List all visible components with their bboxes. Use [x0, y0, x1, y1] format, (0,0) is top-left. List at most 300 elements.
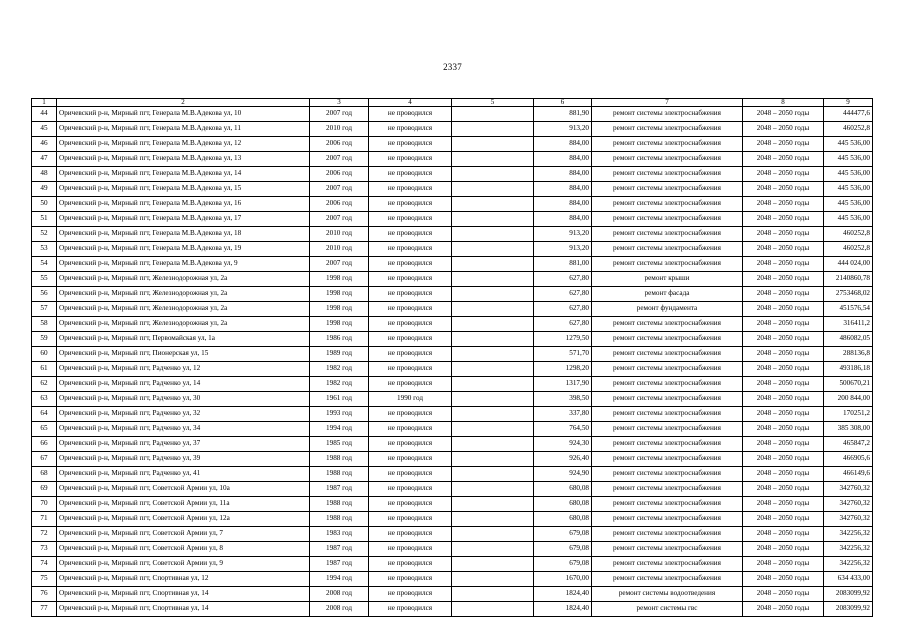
area-cell: 1670,00	[534, 572, 592, 587]
table-row	[32, 392, 873, 407]
area-cell: 913,20	[534, 242, 592, 257]
address-cell: Оричевский р-н, Мирный пгт, Советской Армии ул, 8	[57, 542, 310, 557]
last-overhaul-cell: не проводился	[369, 167, 452, 182]
work-type-cell: ремонт системы электроснабжения	[592, 392, 743, 407]
address-cell: Оричевский р-н, Мирный пгт, Советской Армии ул, 11а	[57, 497, 310, 512]
repair-registry-table	[31, 98, 873, 617]
row-number-cell: 54	[32, 257, 57, 272]
empty-cell	[452, 497, 534, 512]
last-overhaul-cell: не проводился	[369, 122, 452, 137]
address-cell: Оричевский р-н, Мирный пгт, Советской Армии ул, 10а	[57, 482, 310, 497]
row-number-cell: 73	[32, 542, 57, 557]
table-row	[32, 152, 873, 167]
commissioning-year-cell: 2007 год	[310, 152, 369, 167]
area-cell: 679,08	[534, 557, 592, 572]
commissioning-year-cell: 2007 год	[310, 182, 369, 197]
column-header: 6	[534, 99, 592, 107]
cost-cell: 466149,6	[824, 467, 873, 482]
period-cell: 2048 – 2050 годы	[743, 212, 824, 227]
area-cell: 881,90	[534, 107, 592, 122]
commissioning-year-cell: 1961 год	[310, 392, 369, 407]
work-type-cell: ремонт системы электроснабжения	[592, 467, 743, 482]
cost-cell: 465847,2	[824, 437, 873, 452]
table-row	[32, 452, 873, 467]
commissioning-year-cell: 1982 год	[310, 377, 369, 392]
column-header: 4	[369, 99, 452, 107]
last-overhaul-cell: не проводился	[369, 437, 452, 452]
area-cell: 884,00	[534, 137, 592, 152]
address-cell: Оричевский р-н, Мирный пгт, Генерала М.В.Адекова ул, 9	[57, 257, 310, 272]
period-cell: 2048 – 2050 годы	[743, 602, 824, 617]
address-cell: Оричевский р-н, Мирный пгт, Радченко ул, 14	[57, 377, 310, 392]
empty-cell	[452, 572, 534, 587]
row-number-cell: 72	[32, 527, 57, 542]
work-type-cell: ремонт системы электроснабжения	[592, 527, 743, 542]
last-overhaul-cell: 1990 год	[369, 392, 452, 407]
address-cell: Оричевский р-н, Мирный пгт, Спортивная ул, 14	[57, 587, 310, 602]
empty-cell	[452, 422, 534, 437]
empty-cell	[452, 272, 534, 287]
cost-cell: 2753468,02	[824, 287, 873, 302]
work-type-cell: ремонт системы электроснабжения	[592, 497, 743, 512]
work-type-cell: ремонт фундамента	[592, 302, 743, 317]
cost-cell: 342760,32	[824, 482, 873, 497]
cost-cell: 486082,05	[824, 332, 873, 347]
period-cell: 2048 – 2050 годы	[743, 122, 824, 137]
period-cell: 2048 – 2050 годы	[743, 527, 824, 542]
cost-cell: 342256,32	[824, 557, 873, 572]
period-cell: 2048 – 2050 годы	[743, 392, 824, 407]
area-cell: 926,40	[534, 452, 592, 467]
last-overhaul-cell: не проводился	[369, 362, 452, 377]
period-cell: 2048 – 2050 годы	[743, 137, 824, 152]
last-overhaul-cell: не проводился	[369, 317, 452, 332]
commissioning-year-cell: 1998 год	[310, 272, 369, 287]
work-type-cell: ремонт системы гвс	[592, 602, 743, 617]
area-cell: 884,00	[534, 212, 592, 227]
last-overhaul-cell: не проводился	[369, 347, 452, 362]
cost-cell: 445 536,00	[824, 182, 873, 197]
row-number-cell: 70	[32, 497, 57, 512]
area-cell: 881,00	[534, 257, 592, 272]
table-row	[32, 347, 873, 362]
empty-cell	[452, 587, 534, 602]
period-cell: 2048 – 2050 годы	[743, 557, 824, 572]
commissioning-year-cell: 1998 год	[310, 287, 369, 302]
period-cell: 2048 – 2050 годы	[743, 332, 824, 347]
table-row	[32, 242, 873, 257]
commissioning-year-cell: 2007 год	[310, 212, 369, 227]
table-row	[32, 362, 873, 377]
commissioning-year-cell: 1998 год	[310, 302, 369, 317]
work-type-cell: ремонт системы электроснабжения	[592, 437, 743, 452]
empty-cell	[452, 557, 534, 572]
empty-cell	[452, 467, 534, 482]
table-row	[32, 332, 873, 347]
commissioning-year-cell: 2008 год	[310, 587, 369, 602]
commissioning-year-cell: 1989 год	[310, 347, 369, 362]
period-cell: 2048 – 2050 годы	[743, 542, 824, 557]
empty-cell	[452, 542, 534, 557]
empty-cell	[452, 227, 534, 242]
period-cell: 2048 – 2050 годы	[743, 572, 824, 587]
address-cell: Оричевский р-н, Мирный пгт, Радченко ул, 41	[57, 467, 310, 482]
address-cell: Оричевский р-н, Мирный пгт, Генерала М.В.Адекова ул, 18	[57, 227, 310, 242]
cost-cell: 444477,6	[824, 107, 873, 122]
last-overhaul-cell: не проводился	[369, 512, 452, 527]
period-cell: 2048 – 2050 годы	[743, 422, 824, 437]
commissioning-year-cell: 1987 год	[310, 482, 369, 497]
commissioning-year-cell: 1986 год	[310, 332, 369, 347]
area-cell: 1298,20	[534, 362, 592, 377]
row-number-cell: 47	[32, 152, 57, 167]
address-cell: Оричевский р-н, Мирный пгт, Железнодорожная ул, 2а	[57, 317, 310, 332]
cost-cell: 445 536,00	[824, 212, 873, 227]
cost-cell: 444 024,00	[824, 257, 873, 272]
row-number-cell: 55	[32, 272, 57, 287]
cost-cell: 460252,8	[824, 122, 873, 137]
empty-cell	[452, 107, 534, 122]
address-cell: Оричевский р-н, Мирный пгт, Генерала М.В.Адекова ул, 12	[57, 137, 310, 152]
work-type-cell: ремонт системы электроснабжения	[592, 362, 743, 377]
period-cell: 2048 – 2050 годы	[743, 362, 824, 377]
column-header: 5	[452, 99, 534, 107]
column-header: 1	[32, 99, 57, 107]
row-number-cell: 48	[32, 167, 57, 182]
empty-cell	[452, 197, 534, 212]
empty-cell	[452, 152, 534, 167]
cost-cell: 500670,21	[824, 377, 873, 392]
commissioning-year-cell: 2006 год	[310, 137, 369, 152]
commissioning-year-cell: 1988 год	[310, 452, 369, 467]
row-number-cell: 51	[32, 212, 57, 227]
area-cell: 680,08	[534, 482, 592, 497]
period-cell: 2048 – 2050 годы	[743, 182, 824, 197]
row-number-cell: 62	[32, 377, 57, 392]
commissioning-year-cell: 2008 год	[310, 602, 369, 617]
row-number-cell: 60	[32, 347, 57, 362]
period-cell: 2048 – 2050 годы	[743, 287, 824, 302]
cost-cell: 2083099,92	[824, 587, 873, 602]
cost-cell: 460252,8	[824, 242, 873, 257]
address-cell: Оричевский р-н, Мирный пгт, Генерала М.В.Адекова ул, 11	[57, 122, 310, 137]
empty-cell	[452, 167, 534, 182]
cost-cell: 342760,32	[824, 497, 873, 512]
table-body	[32, 107, 873, 617]
empty-cell	[452, 392, 534, 407]
address-cell: Оричевский р-н, Мирный пгт, Радченко ул, 12	[57, 362, 310, 377]
cost-cell: 385 308,00	[824, 422, 873, 437]
last-overhaul-cell: не проводился	[369, 197, 452, 212]
empty-cell	[452, 527, 534, 542]
table-row	[32, 497, 873, 512]
area-cell: 1279,50	[534, 332, 592, 347]
period-cell: 2048 – 2050 годы	[743, 587, 824, 602]
period-cell: 2048 – 2050 годы	[743, 377, 824, 392]
period-cell: 2048 – 2050 годы	[743, 317, 824, 332]
address-cell: Оричевский р-н, Мирный пгт, Радченко ул, 32	[57, 407, 310, 422]
commissioning-year-cell: 1988 год	[310, 467, 369, 482]
address-cell: Оричевский р-н, Мирный пгт, Радченко ул, 30	[57, 392, 310, 407]
table-row	[32, 377, 873, 392]
empty-cell	[452, 347, 534, 362]
column-header: 9	[824, 99, 873, 107]
table-row	[32, 407, 873, 422]
commissioning-year-cell: 1988 год	[310, 512, 369, 527]
area-cell: 680,08	[534, 497, 592, 512]
area-cell: 627,80	[534, 302, 592, 317]
column-header: 8	[743, 99, 824, 107]
empty-cell	[452, 122, 534, 137]
period-cell: 2048 – 2050 годы	[743, 242, 824, 257]
cost-cell: 316411,2	[824, 317, 873, 332]
row-number-cell: 45	[32, 122, 57, 137]
area-cell: 884,00	[534, 182, 592, 197]
address-cell: Оричевский р-н, Мирный пгт, Генерала М.В.Адекова ул, 14	[57, 167, 310, 182]
commissioning-year-cell: 1983 год	[310, 527, 369, 542]
row-number-cell: 69	[32, 482, 57, 497]
work-type-cell: ремонт системы электроснабжения	[592, 122, 743, 137]
address-cell: Оричевский р-н, Мирный пгт, Радченко ул, 39	[57, 452, 310, 467]
table-row	[32, 167, 873, 182]
period-cell: 2048 – 2050 годы	[743, 482, 824, 497]
empty-cell	[452, 137, 534, 152]
table-row	[32, 257, 873, 272]
row-number-cell: 65	[32, 422, 57, 437]
area-cell: 924,30	[534, 437, 592, 452]
area-cell: 337,80	[534, 407, 592, 422]
period-cell: 2048 – 2050 годы	[743, 512, 824, 527]
last-overhaul-cell: не проводился	[369, 377, 452, 392]
empty-cell	[452, 182, 534, 197]
cost-cell: 342256,32	[824, 527, 873, 542]
cost-cell: 342256,32	[824, 542, 873, 557]
cost-cell: 342760,32	[824, 512, 873, 527]
address-cell: Оричевский р-н, Мирный пгт, Железнодорожная ул, 2а	[57, 302, 310, 317]
area-cell: 679,08	[534, 542, 592, 557]
area-cell: 884,00	[534, 152, 592, 167]
last-overhaul-cell: не проводился	[369, 527, 452, 542]
row-number-cell: 58	[32, 317, 57, 332]
address-cell: Оричевский р-н, Мирный пгт, Генерала М.В.Адекова ул, 16	[57, 197, 310, 212]
period-cell: 2048 – 2050 годы	[743, 497, 824, 512]
page-number: 2337	[443, 62, 462, 72]
last-overhaul-cell: не проводился	[369, 482, 452, 497]
last-overhaul-cell: не проводился	[369, 332, 452, 347]
row-number-cell: 77	[32, 602, 57, 617]
area-cell: 571,70	[534, 347, 592, 362]
row-number-cell: 49	[32, 182, 57, 197]
row-number-cell: 68	[32, 467, 57, 482]
empty-cell	[452, 512, 534, 527]
empty-cell	[452, 212, 534, 227]
cost-cell: 460252,8	[824, 227, 873, 242]
row-number-cell: 61	[32, 362, 57, 377]
last-overhaul-cell: не проводился	[369, 467, 452, 482]
empty-cell	[452, 377, 534, 392]
period-cell: 2048 – 2050 годы	[743, 437, 824, 452]
table-row	[32, 482, 873, 497]
area-cell: 924,90	[534, 467, 592, 482]
last-overhaul-cell: не проводился	[369, 257, 452, 272]
cost-cell: 493186,18	[824, 362, 873, 377]
period-cell: 2048 – 2050 годы	[743, 167, 824, 182]
work-type-cell: ремонт системы электроснабжения	[592, 572, 743, 587]
empty-cell	[452, 287, 534, 302]
table-row	[32, 137, 873, 152]
address-cell: Оричевский р-н, Мирный пгт, Генерала М.В.Адекова ул, 10	[57, 107, 310, 122]
row-number-cell: 76	[32, 587, 57, 602]
last-overhaul-cell: не проводился	[369, 302, 452, 317]
work-type-cell: ремонт системы электроснабжения	[592, 152, 743, 167]
work-type-cell: ремонт крыши	[592, 272, 743, 287]
cost-cell: 445 536,00	[824, 152, 873, 167]
last-overhaul-cell: не проводился	[369, 152, 452, 167]
work-type-cell: ремонт фасада	[592, 287, 743, 302]
commissioning-year-cell: 2010 год	[310, 227, 369, 242]
work-type-cell: ремонт системы электроснабжения	[592, 197, 743, 212]
empty-cell	[452, 482, 534, 497]
cost-cell: 2140860,78	[824, 272, 873, 287]
row-number-cell: 67	[32, 452, 57, 467]
period-cell: 2048 – 2050 годы	[743, 257, 824, 272]
column-header: 7	[592, 99, 743, 107]
empty-cell	[452, 302, 534, 317]
row-number-cell: 44	[32, 107, 57, 122]
commissioning-year-cell: 1985 год	[310, 437, 369, 452]
work-type-cell: ремонт системы электроснабжения	[592, 182, 743, 197]
address-cell: Оричевский р-н, Мирный пгт, Генерала М.В.Адекова ул, 15	[57, 182, 310, 197]
period-cell: 2048 – 2050 годы	[743, 467, 824, 482]
address-cell: Оричевский р-н, Мирный пгт, Первомайская ул, 1а	[57, 332, 310, 347]
cost-cell: 288136,8	[824, 347, 873, 362]
last-overhaul-cell: не проводился	[369, 242, 452, 257]
table-row	[32, 227, 873, 242]
row-number-cell: 63	[32, 392, 57, 407]
work-type-cell: ремонт системы электроснабжения	[592, 452, 743, 467]
last-overhaul-cell: не проводился	[369, 287, 452, 302]
cost-cell: 466905,6	[824, 452, 873, 467]
area-cell: 627,80	[534, 317, 592, 332]
table-row	[32, 587, 873, 602]
row-number-cell: 56	[32, 287, 57, 302]
address-cell: Оричевский р-н, Мирный пгт, Пионерская ул, 15	[57, 347, 310, 362]
work-type-cell: ремонт системы электроснабжения	[592, 227, 743, 242]
empty-cell	[452, 332, 534, 347]
period-cell: 2048 – 2050 годы	[743, 227, 824, 242]
table-row	[32, 212, 873, 227]
work-type-cell: ремонт системы электроснабжения	[592, 137, 743, 152]
cost-cell: 170251,2	[824, 407, 873, 422]
last-overhaul-cell: не проводился	[369, 497, 452, 512]
empty-cell	[452, 362, 534, 377]
work-type-cell: ремонт системы электроснабжения	[592, 377, 743, 392]
row-number-cell: 64	[32, 407, 57, 422]
row-number-cell: 50	[32, 197, 57, 212]
commissioning-year-cell: 1998 год	[310, 317, 369, 332]
commissioning-year-cell: 1988 год	[310, 497, 369, 512]
last-overhaul-cell: не проводился	[369, 182, 452, 197]
table-row	[32, 197, 873, 212]
row-number-cell: 66	[32, 437, 57, 452]
work-type-cell: ремонт системы электроснабжения	[592, 332, 743, 347]
row-number-cell: 75	[32, 572, 57, 587]
commissioning-year-cell: 2007 год	[310, 257, 369, 272]
period-cell: 2048 – 2050 годы	[743, 107, 824, 122]
work-type-cell: ремонт системы электроснабжения	[592, 482, 743, 497]
commissioning-year-cell: 1993 год	[310, 407, 369, 422]
address-cell: Оричевский р-н, Мирный пгт, Радченко ул, 34	[57, 422, 310, 437]
row-number-cell: 52	[32, 227, 57, 242]
period-cell: 2048 – 2050 годы	[743, 452, 824, 467]
row-number-cell: 59	[32, 332, 57, 347]
last-overhaul-cell: не проводился	[369, 557, 452, 572]
column-header: 3	[310, 99, 369, 107]
area-cell: 398,50	[534, 392, 592, 407]
address-cell: Оричевский р-н, Мирный пгт, Советской Армии ул, 9	[57, 557, 310, 572]
cost-cell: 2083099,92	[824, 602, 873, 617]
table-row	[32, 437, 873, 452]
cost-cell: 451576,54	[824, 302, 873, 317]
empty-cell	[452, 317, 534, 332]
work-type-cell: ремонт системы электроснабжения	[592, 557, 743, 572]
period-cell: 2048 – 2050 годы	[743, 197, 824, 212]
address-cell: Оричевский р-н, Мирный пгт, Спортивная ул, 12	[57, 572, 310, 587]
table-row	[32, 317, 873, 332]
last-overhaul-cell: не проводился	[369, 587, 452, 602]
empty-cell	[452, 437, 534, 452]
commissioning-year-cell: 2010 год	[310, 242, 369, 257]
table-row	[32, 572, 873, 587]
table-row	[32, 422, 873, 437]
empty-cell	[452, 242, 534, 257]
last-overhaul-cell: не проводился	[369, 572, 452, 587]
work-type-cell: ремонт системы водоотведения	[592, 587, 743, 602]
table-row	[32, 287, 873, 302]
table-row	[32, 107, 873, 122]
address-cell: Оричевский р-н, Мирный пгт, Генерала М.В.Адекова ул, 13	[57, 152, 310, 167]
work-type-cell: ремонт системы электроснабжения	[592, 317, 743, 332]
last-overhaul-cell: не проводился	[369, 212, 452, 227]
work-type-cell: ремонт системы электроснабжения	[592, 422, 743, 437]
column-header: 2	[57, 99, 310, 107]
commissioning-year-cell: 2007 год	[310, 107, 369, 122]
work-type-cell: ремонт системы электроснабжения	[592, 542, 743, 557]
commissioning-year-cell: 2006 год	[310, 167, 369, 182]
address-cell: Оричевский р-н, Мирный пгт, Генерала М.В.Адекова ул, 17	[57, 212, 310, 227]
address-cell: Оричевский р-н, Мирный пгт, Генерала М.В.Адекова ул, 19	[57, 242, 310, 257]
commissioning-year-cell: 2010 год	[310, 122, 369, 137]
row-number-cell: 46	[32, 137, 57, 152]
cost-cell: 445 536,00	[824, 137, 873, 152]
row-number-cell: 71	[32, 512, 57, 527]
area-cell: 627,80	[534, 272, 592, 287]
commissioning-year-cell: 1982 год	[310, 362, 369, 377]
work-type-cell: ремонт системы электроснабжения	[592, 212, 743, 227]
commissioning-year-cell: 1994 год	[310, 422, 369, 437]
table-row	[32, 542, 873, 557]
last-overhaul-cell: не проводился	[369, 227, 452, 242]
area-cell: 884,00	[534, 197, 592, 212]
column-number-row	[32, 99, 873, 107]
work-type-cell: ремонт системы электроснабжения	[592, 242, 743, 257]
table-row	[32, 467, 873, 482]
area-cell: 884,00	[534, 167, 592, 182]
work-type-cell: ремонт системы электроснабжения	[592, 347, 743, 362]
work-type-cell: ремонт системы электроснабжения	[592, 167, 743, 182]
last-overhaul-cell: не проводился	[369, 452, 452, 467]
area-cell: 627,80	[534, 287, 592, 302]
